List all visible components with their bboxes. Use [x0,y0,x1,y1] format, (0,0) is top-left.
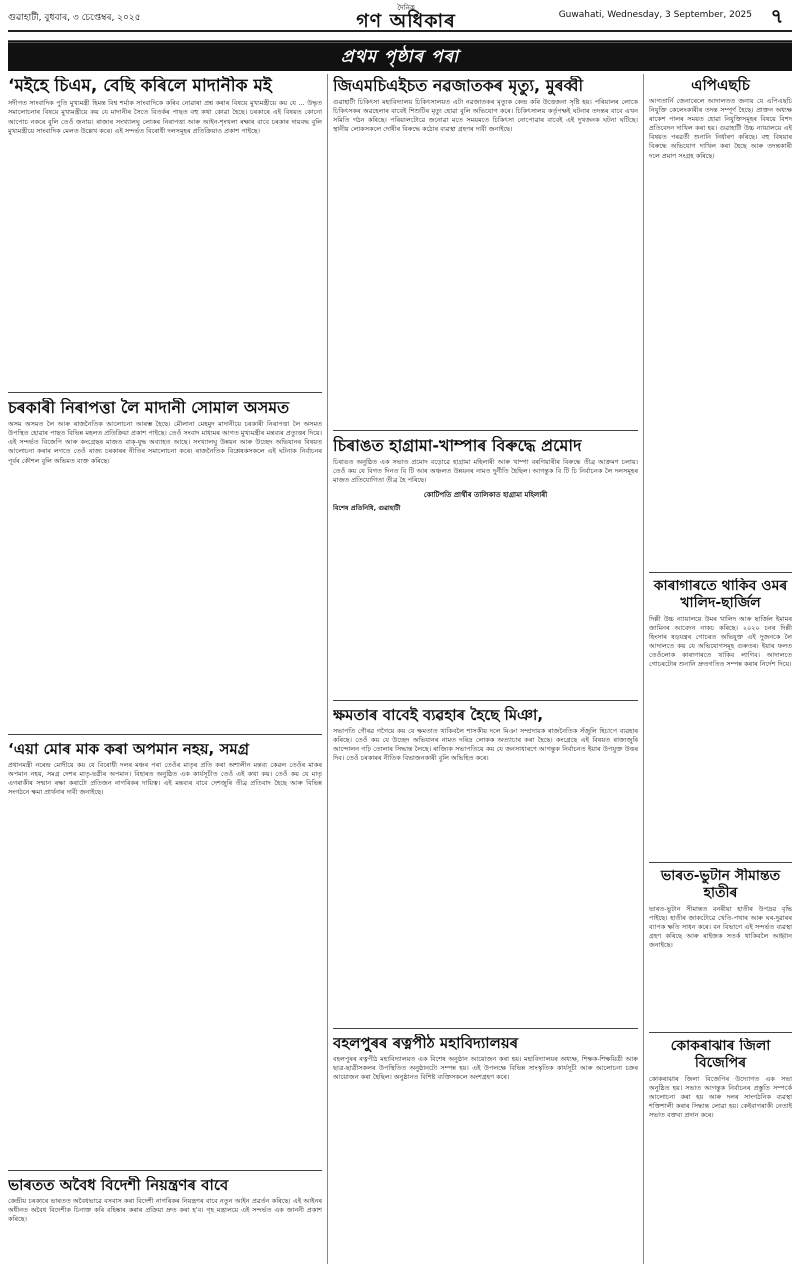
article-insult [8,740,322,1165]
article-bahalpur [333,1034,638,1266]
rule [8,734,322,735]
section-banner [8,40,792,71]
body-security: অসম অসমত লৈ আৰু ৰাজনৈতিক আলোচনা আৰম্ভ হৈছে। মৌলানা মেহমুদ মাদানীয়ে চৰকাৰী নিৰাপত্তা লৈ অসমত উপস্থিত হোৱাৰ পাছত বিভিন্ন মহলত প্ৰতিক্ৰিয়া প্ৰকাশ পাইছে। তেওঁ সংবাদ মাধ্যমৰ আগত মুখ্যমন্ত্ৰীৰ মন্তব্যৰ প্ৰত্যুত্তৰ দিয়ে। এই সন্দৰ্ভত বিজেপি আৰু কংগ্ৰেছৰ মাজত বাক্-যুদ্ধ অব্যাহত আছে। সংখ্যালঘু উন্নয়ন আৰু উচ্ছেদ অভিযানৰ বিষয়ত আলোচনা কৰাৰ লগতে তেওঁ ৰাজ্য চৰকাৰৰ নীতিৰ সমালোচনা কৰে। ৰাজনৈতিক বিশ্লেষকসকলে এই ঘটনাক নিৰ্বাচনৰ পূৰ্বৰ কৌশল বুলি অভিমত ব্যক্ত কৰিছে। [8,420,322,465]
body-power: সভাপতি গৌৰৱ গগৈয়ে কয় যে ক্ষমতাত থাকিবলৈ শাসকীয় দলে মিঞা সম্প্ৰদায়ক ৰাজনৈতিক সঁজুলি হিচাপে ব্যৱহাৰ কৰিছে। তেওঁ কয় যে উচ্ছেদ অভিযানৰ নামত দৰিদ্ৰ লোকক অত্যাচাৰ কৰা হৈছে। কংগ্ৰেছে এই বিষয়ত ৰাজ্যজুৰি আন্দোলন গঢ়ি তোলাৰ সিদ্ধান্ত লৈছে। ৰাজ্যিক সভাপতিয়ে কয় যে জনসাধাৰণে আগন্তুক নিৰ্বাচনত ইয়াৰ উপযুক্ত উত্তৰ দিব। তেওঁ চৰকাৰৰ নীতিক বিভাজনকাৰী বুলি অভিহিত কৰে। [333,727,638,763]
article-kokrajhar [649,1038,792,1266]
headline-chirang: চিৰাঙত হাগ্ৰামা-খাম্পাৰ বিৰুদ্ধে প্ৰমোদ [333,436,582,455]
byline-chirang: বিশেষ প্ৰতিনিধি, গুৱাহাটী [333,504,401,513]
article-chirang [333,436,638,696]
headline-cm: ‘মইহে চিএম, বেছি কৰিলে মাদানীক মই [8,76,272,96]
column-divider [327,74,328,1264]
headline-gmch: জিএমচিএইচত নৱজাতকৰ মৃত্যু, মুৰব্বী [333,76,584,95]
headline-elephant: ভাৰত-ভুটান সীমান্তত হাতীৰ [660,868,781,901]
article-elephant [649,868,792,1028]
body-bahalpur: বহলপুৰৰ ৰত্নপীঠ মহাবিদ্যালয়ত এক বিশেষ অনুষ্ঠান আয়োজন কৰা হয়। মহাবিদ্যালয়ৰ অধ্যক্ষ, শিক্ষক-শিক্ষয়িত্ৰী আৰু ছাত্ৰ-ছাত্ৰীসকলৰ উপস্থিতিত অনুষ্ঠানটো সম্পন্ন হয়। এই উপলক্ষে বিভিন্ন সাংস্কৃতিক কাৰ্যসূচী আৰু আলোচনা চক্ৰৰ আয়োজন কৰা হৈছিল। অনুষ্ঠানত বিশিষ্ট ব্যক্তিসকলে অংশগ্ৰহণ কৰে। [333,1055,638,1082]
newspaper-name: গণ অধিকাৰ [356,10,456,32]
headline-apsc: এপিএছচি [691,76,750,94]
headline-security: চৰকাৰী নিৰাপত্তা লৈ মাদানী সোমাল অসমত [8,398,290,417]
masthead-small: দৈনিক [397,4,415,12]
article-umar [649,578,792,858]
rule [649,862,792,863]
headline-power: ক্ষমতাৰ বাবেই ব্যৱহাৰ হৈছে মিঞা, [333,706,544,724]
article-security [8,398,322,728]
masthead [8,4,792,32]
page-number: ৭ [770,4,784,28]
body-elephant: ভাৰত-ভুটান সীমান্তত বনৰীয়া হাতীৰ উপদ্ৰৱ বৃদ্ধি পাইছে। হাতীৰ জাকটোৱে খেতি-পথাৰ আৰু ঘৰ-দুৱাৰৰ ব্যাপক ক্ষতি সাধন কৰে। বন বিভাগে এই সন্দৰ্ভত ব্যৱস্থা গ্ৰহণ কৰিছে আৰু ৰাইজক সতৰ্ক থাকিবলৈ আহ্বান জনাইছে। [649,904,792,949]
headline-insult: ‘এয়া মোৰ মাক কৰা অপমান নহয়, সমগ্ৰ [8,740,249,758]
subhead-chirang: কোটিপতি প্ৰাৰ্থীৰ তালিকাত হাগ্ৰামা মহিলাৰী [423,491,548,500]
body-cm: সদীপত সাংবাদিক পুতি মুখ্যমন্ত্ৰী হিমন্ত বিশ্ব শৰ্মাক সাংবাদিকে কৰিব নোৱাৰা প্ৰশ্ন কৰাৰ বিষয়ে মুখ্যমন্ত্ৰীয়ে কয় যে ... উদ্ধৃত সমালোচনাৰ বিষয়ে মুখ্যমন্ত্ৰীয়ে কয় যে মাদানীৰ সৈতে বিতৰ্কৰ পাছত বহু কথা কোৱা হৈছে। চৰকাৰে এই বিষয়ত কোনো আপোচ নকৰে বুলি তেওঁ জনায়। ৰাজ্যৰ সংখ্যালঘু লোকৰ নিৰাপত্তা আৰু আইন-শৃংখলা ৰক্ষাৰ বাবে চৰকাৰ দায়বদ্ধ বুলি মুখ্যমন্ত্ৰীয়ে সাংবাদিক মেলত উল্লেখ কৰে। এই সন্দৰ্ভত বিৰোধী দলসমূহৰ প্ৰতিক্ৰিয়াও প্ৰকাশ পাইছে। [8,99,322,135]
body-apsc: আগতাৰ্নি জেনাৰেলে আদালতত জনায় যে এপিএছচি নিযুক্তি কেলেংকাৰীৰ তদন্ত সম্পূৰ্ণ হৈছে। প্ৰাক্তন অধ্যক্ষ ৰাকেশ পালৰ সময়ত হোৱা নিযুক্তিসমূহৰ বিষয়ে বিশদ প্ৰতিবেদন দাখিল কৰা হয়। গুৱাহাটী উচ্চ ন্যায়ালয়ে এই বিষয়ত পৰৱৰ্তী শুনানি নিৰ্ধাৰণ কৰিছে। বহু বিষয়াৰ বিৰুদ্ধে অভিযোগ দাখিল কৰা হৈছে আৰু তদন্তকাৰী দলে প্ৰমাণ সংগ্ৰহ কৰিছে। [649,97,792,160]
rule [333,1028,638,1029]
rule [8,392,322,393]
body-foreigners: কেন্দ্ৰীয় চৰকাৰে ভাৰতত অবৈধভাৱে বসবাস কৰা বিদেশী নাগৰিকৰ নিয়ন্ত্ৰণৰ বাবে নতুন আইন প্ৰৱৰ্তন কৰিছে। এই আইনৰ অধীনত অবৈধ বিদেশীক চিনাক্ত কৰি বহিষ্কাৰ কৰাৰ প্ৰক্ৰিয়া দ্ৰুত কৰা হ'ব। গৃহ মন্ত্ৰালয়ে এই সন্দৰ্ভত এক জাননী প্ৰকাশ কৰিছে। [8,1197,322,1224]
article-apsc [649,76,792,566]
rule [8,1170,322,1171]
headline-foreigners: ভাৰতত অবৈধ বিদেশী নিয়ন্ত্ৰণৰ বাবে [8,1176,229,1194]
rule [649,1032,792,1033]
body-gmch: গুৱাহাটী চিকিৎসা মহাবিদ্যালয় চিকিৎসালয়ত এটা নৱজাতকৰ মৃত্যুক কেন্দ্ৰ কৰি উত্তেজনা সৃষ্টি হয়। পৰিয়ালৰ লোকে চিকিৎসকৰ অৱহেলাৰ বাবেই শিশুটিৰ মৃত্যু হোৱা বুলি অভিযোগ কৰে। চিকিৎসালয় কৰ্তৃপক্ষই ঘটনাৰ তদন্তৰ বাবে এখন সমিতি গঠন কৰিছে। পৰিয়ালটোৱে জনোৱা মতে সময়মতে চিকিৎসা নোপোৱাৰ বাবেই এই দুখজনক ঘটনা ঘটিছে। স্থানীয় লোকসকলে দোষীৰ বিৰুদ্ধে কঠোৰ ব্যৱস্থা গ্ৰহণৰ দাবী জনাইছে। [333,98,638,134]
body-kokrajhar: কোকৰাঝাৰ জিলা বিজেপিৰ উদ্যোগত এক সভা অনুষ্ঠিত হয়। সভাত আগন্তুক নিৰ্বাচনৰ প্ৰস্তুতি সম্পৰ্কে আলোচনা কৰা হয় আৰু দলৰ সাংগঠনিক ব্যৱস্থা শক্তিশালী কৰাৰ সিদ্ধান্ত লোৱা হয়। কেইবাগৰাকী নেতাই সভাত বক্তব্য প্ৰদান কৰে। [649,1074,792,1119]
body-insult: প্ৰধানমন্ত্ৰী নৰেন্দ্ৰ মোদীয়ে কয় যে বিৰোধী দলৰ মঞ্চৰ পৰা তেওঁৰ মাতৃৰ প্ৰতি কৰা অশালীন মন্তব্য কেৱল তেওঁৰ মাকৰ অপমান নহয়, সমগ্ৰ দেশৰ মাতৃ-ভগ্নীৰ অপমান। বিহাৰত অনুষ্ঠিত এক কাৰ্যসূচীত তেওঁ এই কথা কয়। তেওঁ কয় যে মাতৃ এগৰাকীৰ সন্মান ৰক্ষা কৰাটো প্ৰতিজন নাগৰিকৰ দায়িত্ব। এই মন্তব্যৰ বাবে দেশজুৰি তীব্ৰ প্ৰতিবাদ হৈছে আৰু বিভিন্ন সংগঠনে ক্ষমা প্ৰাৰ্থনাৰ দাবী জনাইছে। [8,761,322,797]
headline-kokrajhar: কোকৰাঝাৰ জিলা বিজেপিৰ [670,1038,771,1071]
column-divider [643,74,644,1264]
body-umar: দিল্লী উচ্চ ন্যায়ালয়ে উমৰ খালিদ আৰু ছাৰ্জিল ইমামৰ জামিনৰ আবেদন নাকচ কৰিছে। ২০২০ চনৰ দিল্লী হিংসাৰ ষড়যন্ত্ৰৰ গোচৰত অভিযুক্ত এই দুজনকে লৈ আদালতে কয় যে অভিযোগসমূহ গুৰুতৰ। ইয়াৰ ফলত তেওঁলোক কাৰাগাৰতে থাকিব লাগিব। আদালতে গোচৰটোৰ শুনানি দ্ৰুতগতিত সম্পন্ন কৰাৰ নিৰ্দেশ দিয়ে। [649,614,792,669]
headline-bahalpur: বহলপুৰৰ ৰত্নপীঠ মহাবিদ্যালয়ৰ [333,1034,519,1052]
rule [333,700,638,701]
rule [649,572,792,573]
body-chirang: চিৰাঙত অনুষ্ঠিত এক সভাত প্ৰমোদ বড়োৱে হাগ্ৰামা মহিলাৰী আৰু খাম্পা বৰগিয়াৰীৰ বিৰুদ্ধে তীব্ৰ আক্ৰমণ চলায়। তেওঁ কয় যে বিগত দিনত বি টি আৰ অঞ্চলত উন্নয়নৰ নামত দুৰ্নীতি হৈছিল। আগন্তুক বি টি চি নিৰ্বাচনক লৈ দলসমূহৰ মাজত প্ৰতিযোগিতা তীব্ৰ হৈ পৰিছে। [333,458,638,485]
section-banner-text: প্ৰথম পৃষ্ঠাৰ পৰা [340,47,460,67]
article-gmch [333,76,638,386]
rule [333,430,638,431]
article-power [333,706,638,1026]
article-foreigners [8,1176,322,1266]
headline-umar: কাৰাগাৰতে থাকিব ওমৰ খালিদ-ছাৰ্জিল [653,578,788,611]
masthead-date-english: Guwahati, Wednesday, 3 September, 2025 [558,10,752,20]
article-cm [8,76,322,386]
masthead-date-assamese: গুৱাহাটী, বুধবাৰ, ৩ চেপ্তেম্বৰ, ২০২৫ [8,13,141,23]
masthead-title-block [326,4,486,31]
